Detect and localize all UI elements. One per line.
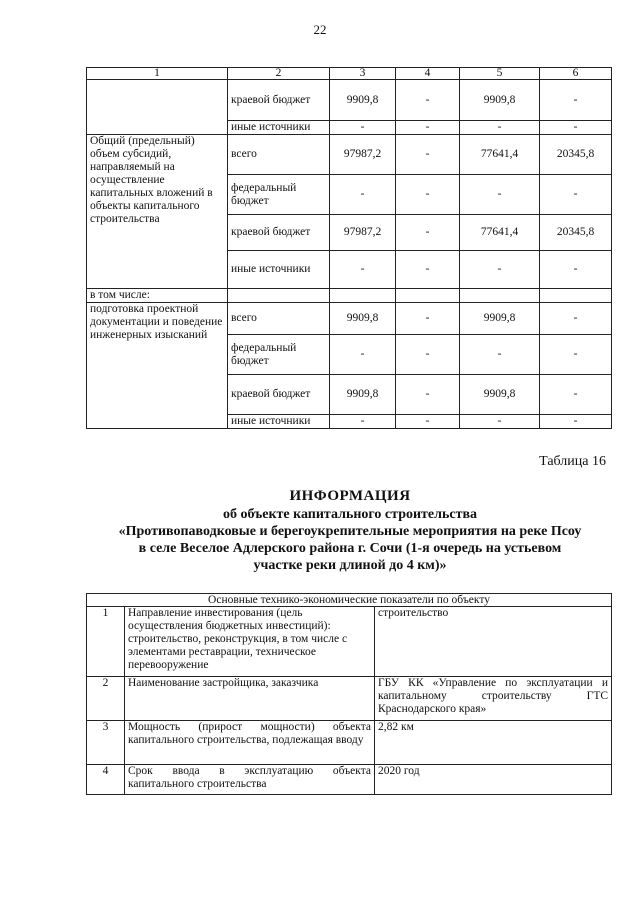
row-number: 2	[87, 677, 125, 721]
funding-table	[86, 67, 612, 429]
value-cell: -	[396, 215, 460, 251]
row-number: 1	[87, 607, 125, 677]
indicator-label: Срок ввода в эксплуатацию объекта капитального строительства	[125, 765, 375, 795]
including-label: в том числе:	[87, 289, 228, 303]
indicator-value: строительство	[375, 607, 612, 677]
object-name-line: участке реки длиной до 4 км)»	[253, 558, 447, 573]
object-name-line: «Противопаводковые и берегоукрепительные мероприятия на реке Псоу	[118, 524, 582, 539]
column-number: 4	[396, 68, 460, 80]
object-name-line: в селе Веселое Адлерского района г. Сочи (1-я очередь на устьевом	[138, 541, 562, 556]
value-cell: 9909,8	[460, 375, 540, 415]
indicators-table	[86, 593, 612, 795]
object-name	[80, 523, 620, 574]
table-row-including	[87, 289, 612, 303]
empty-cell	[540, 289, 612, 303]
source-cell: иные источники	[228, 415, 330, 429]
section-title: ИНФОРМАЦИЯ	[289, 488, 411, 504]
value-cell: 9909,8	[330, 375, 396, 415]
indicator-value: 2,82 км	[375, 721, 612, 765]
value-cell: -	[540, 175, 612, 215]
value-cell: -	[540, 121, 612, 135]
group-label-total: Общий (предельный) объем субсидий, направляемый на осуществление капитальных вложений в объекты капитального строительства	[87, 135, 228, 289]
value-cell: -	[396, 251, 460, 289]
value-cell: -	[460, 335, 540, 375]
source-cell: федеральный бюджет	[228, 175, 330, 215]
value-cell: -	[540, 303, 612, 335]
source-cell: федеральный бюджет	[228, 335, 330, 375]
column-number: 2	[228, 68, 330, 80]
value-cell: 20345,8	[540, 135, 612, 175]
value-cell: -	[396, 303, 460, 335]
indicator-value: 2020 год	[375, 765, 612, 795]
value-cell: -	[330, 335, 396, 375]
indicator-value: ГБУ КК «Управление по эксплуатации и капитальному строительству ГТС Краснодарского края»	[375, 677, 612, 721]
value-cell: -	[330, 415, 396, 429]
value-cell: 9909,8	[460, 303, 540, 335]
value-cell: 77641,4	[460, 135, 540, 175]
row-number: 4	[87, 765, 125, 795]
value-cell: -	[396, 80, 460, 121]
source-cell: краевой бюджет	[228, 80, 330, 121]
table-caption: Таблица 16	[539, 454, 606, 469]
empty-cell	[460, 289, 540, 303]
table-row	[87, 677, 612, 721]
column-number: 5	[460, 68, 540, 80]
row-number: 3	[87, 721, 125, 765]
value-cell: -	[330, 251, 396, 289]
value-cell: -	[540, 415, 612, 429]
table-row	[87, 721, 612, 765]
value-cell: -	[460, 415, 540, 429]
table-row	[87, 765, 612, 795]
source-cell: краевой бюджет	[228, 215, 330, 251]
page-number: 22	[313, 22, 327, 37]
indicator-label: Мощность (прирост мощности) объекта капитального строительства, подлежащая вводу	[125, 721, 375, 765]
empty-cell	[396, 289, 460, 303]
value-cell: 9909,8	[460, 80, 540, 121]
value-cell: -	[540, 375, 612, 415]
table-row	[87, 607, 612, 677]
empty-cell	[228, 289, 330, 303]
source-cell: иные источники	[228, 251, 330, 289]
indicators-header-row	[87, 594, 612, 607]
source-cell: иные источники	[228, 121, 330, 135]
value-cell: -	[540, 80, 612, 121]
value-cell: -	[540, 251, 612, 289]
source-cell: всего	[228, 135, 330, 175]
value-cell: -	[330, 121, 396, 135]
table-header-row	[87, 68, 612, 80]
column-number: 3	[330, 68, 396, 80]
value-cell: 77641,4	[460, 215, 540, 251]
value-cell: -	[540, 335, 612, 375]
value-cell: 97987,2	[330, 135, 396, 175]
group-label-design: подготовка проектной документации и поведение инженерных изысканий	[87, 303, 228, 429]
section-subtitle: об объекте капитального строительства	[222, 507, 478, 522]
value-cell: -	[396, 135, 460, 175]
value-cell: 9909,8	[330, 80, 396, 121]
value-cell: 9909,8	[330, 303, 396, 335]
value-cell: -	[330, 175, 396, 215]
indicator-label: Наименование застройщика, заказчика	[125, 677, 375, 721]
source-cell: всего	[228, 303, 330, 335]
value-cell: -	[460, 121, 540, 135]
column-number: 6	[540, 68, 612, 80]
value-cell: -	[396, 375, 460, 415]
empty-cell	[330, 289, 396, 303]
indicators-header: Основные технико-экономические показатели по объекту	[87, 594, 612, 607]
value-cell: 20345,8	[540, 215, 612, 251]
value-cell: -	[396, 121, 460, 135]
column-number: 1	[87, 68, 228, 80]
empty-cell	[87, 80, 228, 135]
value-cell: 97987,2	[330, 215, 396, 251]
value-cell: -	[396, 335, 460, 375]
table-row	[87, 80, 612, 121]
table-row	[87, 303, 612, 335]
value-cell: -	[460, 175, 540, 215]
value-cell: -	[460, 251, 540, 289]
indicator-label: Направление инвестирования (цель осуществления бюджетных инвестиций): строительство, реконструкция, в том числе с элементами реставрации, техническое перевооружение	[125, 607, 375, 677]
value-cell: -	[396, 415, 460, 429]
value-cell: -	[396, 175, 460, 215]
source-cell: краевой бюджет	[228, 375, 330, 415]
table-row	[87, 135, 612, 175]
